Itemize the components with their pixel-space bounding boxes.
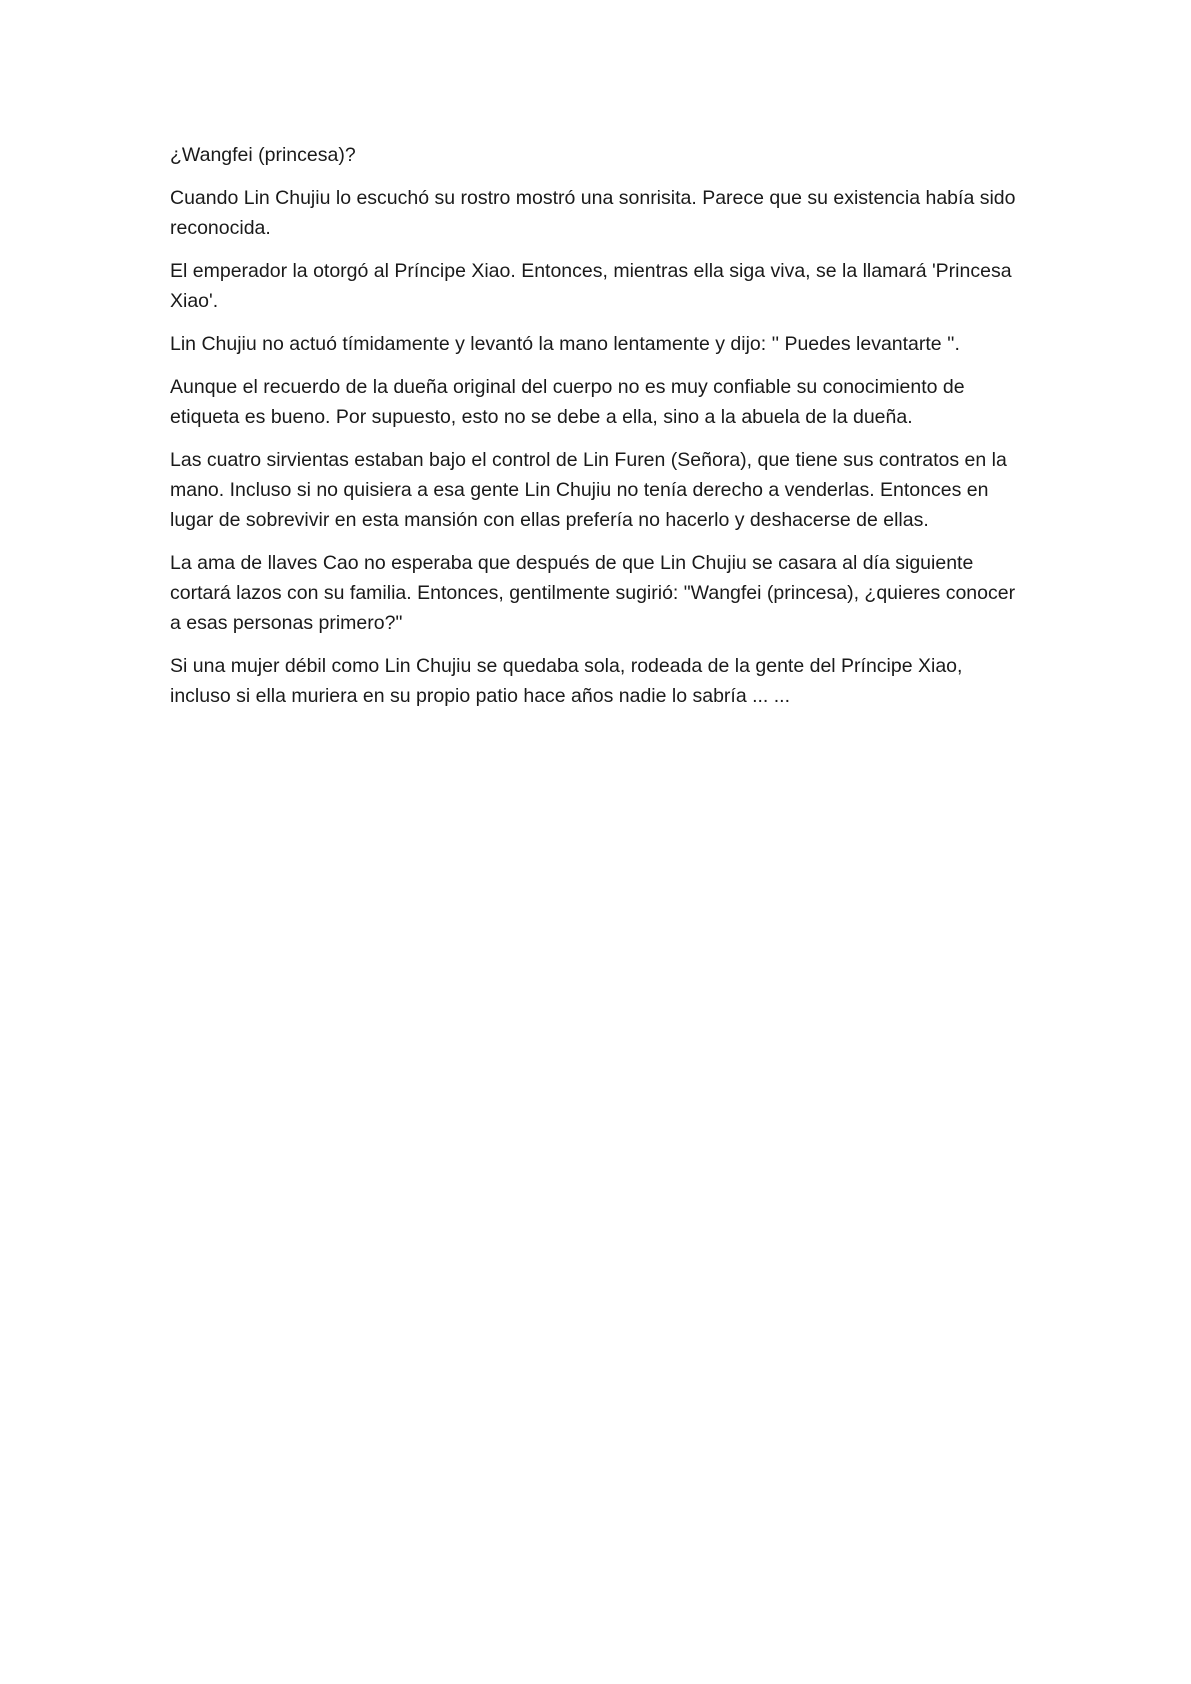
paragraph: Aunque el recuerdo de la dueña original del cuerpo no es muy confiable su conocimiento de etiqueta es bueno. Por supuesto, esto no se debe a ella, sino a la abuela de la dueña. — [170, 376, 965, 428]
paragraph: Si una mujer débil como Lin Chujiu se quedaba sola, rodeada de la gente del Príncipe Xiao, incluso si ella muriera en su propio patio hace años nadie lo sabría ... ... — [170, 655, 963, 707]
paragraph: El emperador la otorgó al Príncipe Xiao. Entonces, mientras ella siga viva, se la llamará 'Princesa Xiao'. — [170, 260, 1012, 312]
paragraph: Lin Chujiu no actuó tímidamente y levantó la mano lentamente y dijo: '' Puedes levantarte ''. — [170, 333, 960, 355]
paragraph: La ama de llaves Cao no esperaba que después de que Lin Chujiu se casara al día siguiente cortará lazos con su familia. Entonces, gentilmente sugirió: "Wangfei (princesa), ¿quieres conocer a esas personas primero?" — [170, 552, 1016, 634]
paragraph: ¿Wangfei (princesa)? — [170, 144, 356, 166]
document-body — [170, 140, 1020, 724]
paragraph: Las cuatro sirvientas estaban bajo el control de Lin Furen (Señora), que tiene sus contratos en la mano. Incluso si no quisiera a esa gente Lin Chujiu no tenía derecho a venderlas. Entonces en lugar de sobrevivir en esta mansión con ellas prefería no hacerlo y deshacerse de ellas. — [170, 449, 1007, 531]
paragraph: Cuando Lin Chujiu lo escuchó su rostro mostró una sonrisita. Parece que su existencia había sido reconocida. — [170, 187, 1016, 239]
